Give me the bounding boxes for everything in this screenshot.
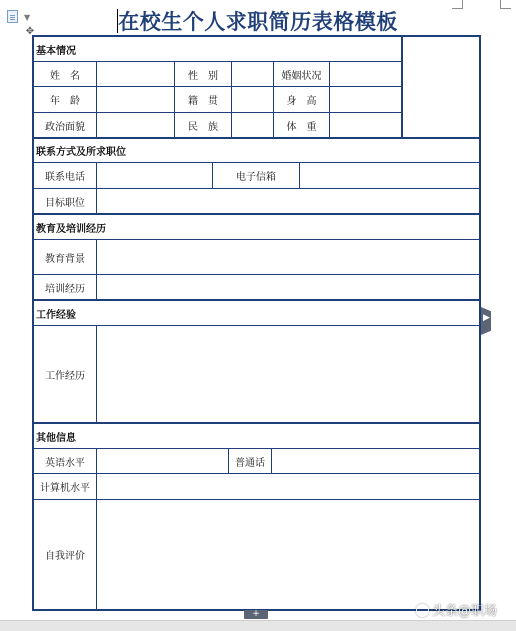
political-label: 政治面貌 <box>45 121 85 133</box>
english-level-field[interactable] <box>97 449 228 473</box>
ethnicity-field[interactable] <box>232 113 273 137</box>
political-field[interactable] <box>97 113 174 137</box>
ethnicity-label: 民 族 <box>188 121 218 133</box>
watermark <box>416 600 497 619</box>
gender-label: 性 别 <box>188 70 218 82</box>
age-field[interactable] <box>97 87 174 112</box>
height-label: 身 高 <box>286 96 317 107</box>
work-experience-label: 工作经历 <box>45 370 85 382</box>
text-cursor <box>117 9 118 33</box>
self-evaluation-label: 自我评价 <box>45 551 85 562</box>
table-border <box>479 35 481 611</box>
table-move-handle-icon[interactable]: ✥ <box>25 26 35 37</box>
email-label: 电子信箱 <box>236 172 276 183</box>
health-label: 体 重 <box>286 121 317 133</box>
marital-label: 婚姻状况 <box>281 70 322 82</box>
chevron-right-icon: ▶ <box>483 313 490 323</box>
section-header-basic: 基本情况 <box>36 45 76 57</box>
mandarin-field[interactable] <box>272 449 479 473</box>
work-experience-field[interactable] <box>97 326 479 422</box>
resume-form-table <box>32 35 481 611</box>
add-row-button[interactable]: + <box>244 610 268 619</box>
target-position-field[interactable] <box>97 189 479 213</box>
section-header-other: 其他信息 <box>36 432 76 444</box>
mandarin-label: 普通话 <box>235 457 265 469</box>
name-field[interactable] <box>97 62 174 86</box>
page-title: 在校生个人求职简历表格模板 <box>118 9 398 34</box>
section-header-work: 工作经验 <box>36 309 76 321</box>
computer-level-label: 计算机水平 <box>40 483 90 494</box>
english-level-label: 英语水平 <box>45 457 85 469</box>
training-label: 培训经历 <box>45 283 85 295</box>
marital-field[interactable] <box>330 62 401 86</box>
target-position-label: 目标职位 <box>45 197 85 209</box>
health-field[interactable] <box>330 113 401 137</box>
computer-level-field[interactable] <box>97 474 479 499</box>
self-evaluation-field[interactable] <box>97 500 479 609</box>
phone-label: 联系电话 <box>45 172 85 183</box>
origin-field[interactable] <box>232 87 273 112</box>
email-field[interactable] <box>300 163 479 188</box>
education-background-field[interactable] <box>97 240 479 274</box>
age-label: 年 龄 <box>50 96 80 107</box>
watermark-text: 头条@职场 <box>432 604 498 619</box>
photo-cell[interactable] <box>403 37 479 137</box>
section-header-education: 教育及培训经历 <box>36 223 106 235</box>
training-field[interactable] <box>97 275 479 299</box>
watermark-logo-icon <box>416 604 429 617</box>
name-label: 姓 名 <box>50 70 80 82</box>
education-background-label: 教育背景 <box>45 253 85 265</box>
horizontal-scrollbar[interactable] <box>0 620 516 631</box>
chevron-down-icon[interactable]: ▼ <box>24 13 31 22</box>
phone-field[interactable] <box>97 163 212 188</box>
height-field[interactable] <box>330 87 401 112</box>
gender-field[interactable] <box>232 62 273 86</box>
origin-label: 籍 贯 <box>188 96 218 107</box>
section-header-contact: 联系方式及所求职位 <box>36 147 126 158</box>
